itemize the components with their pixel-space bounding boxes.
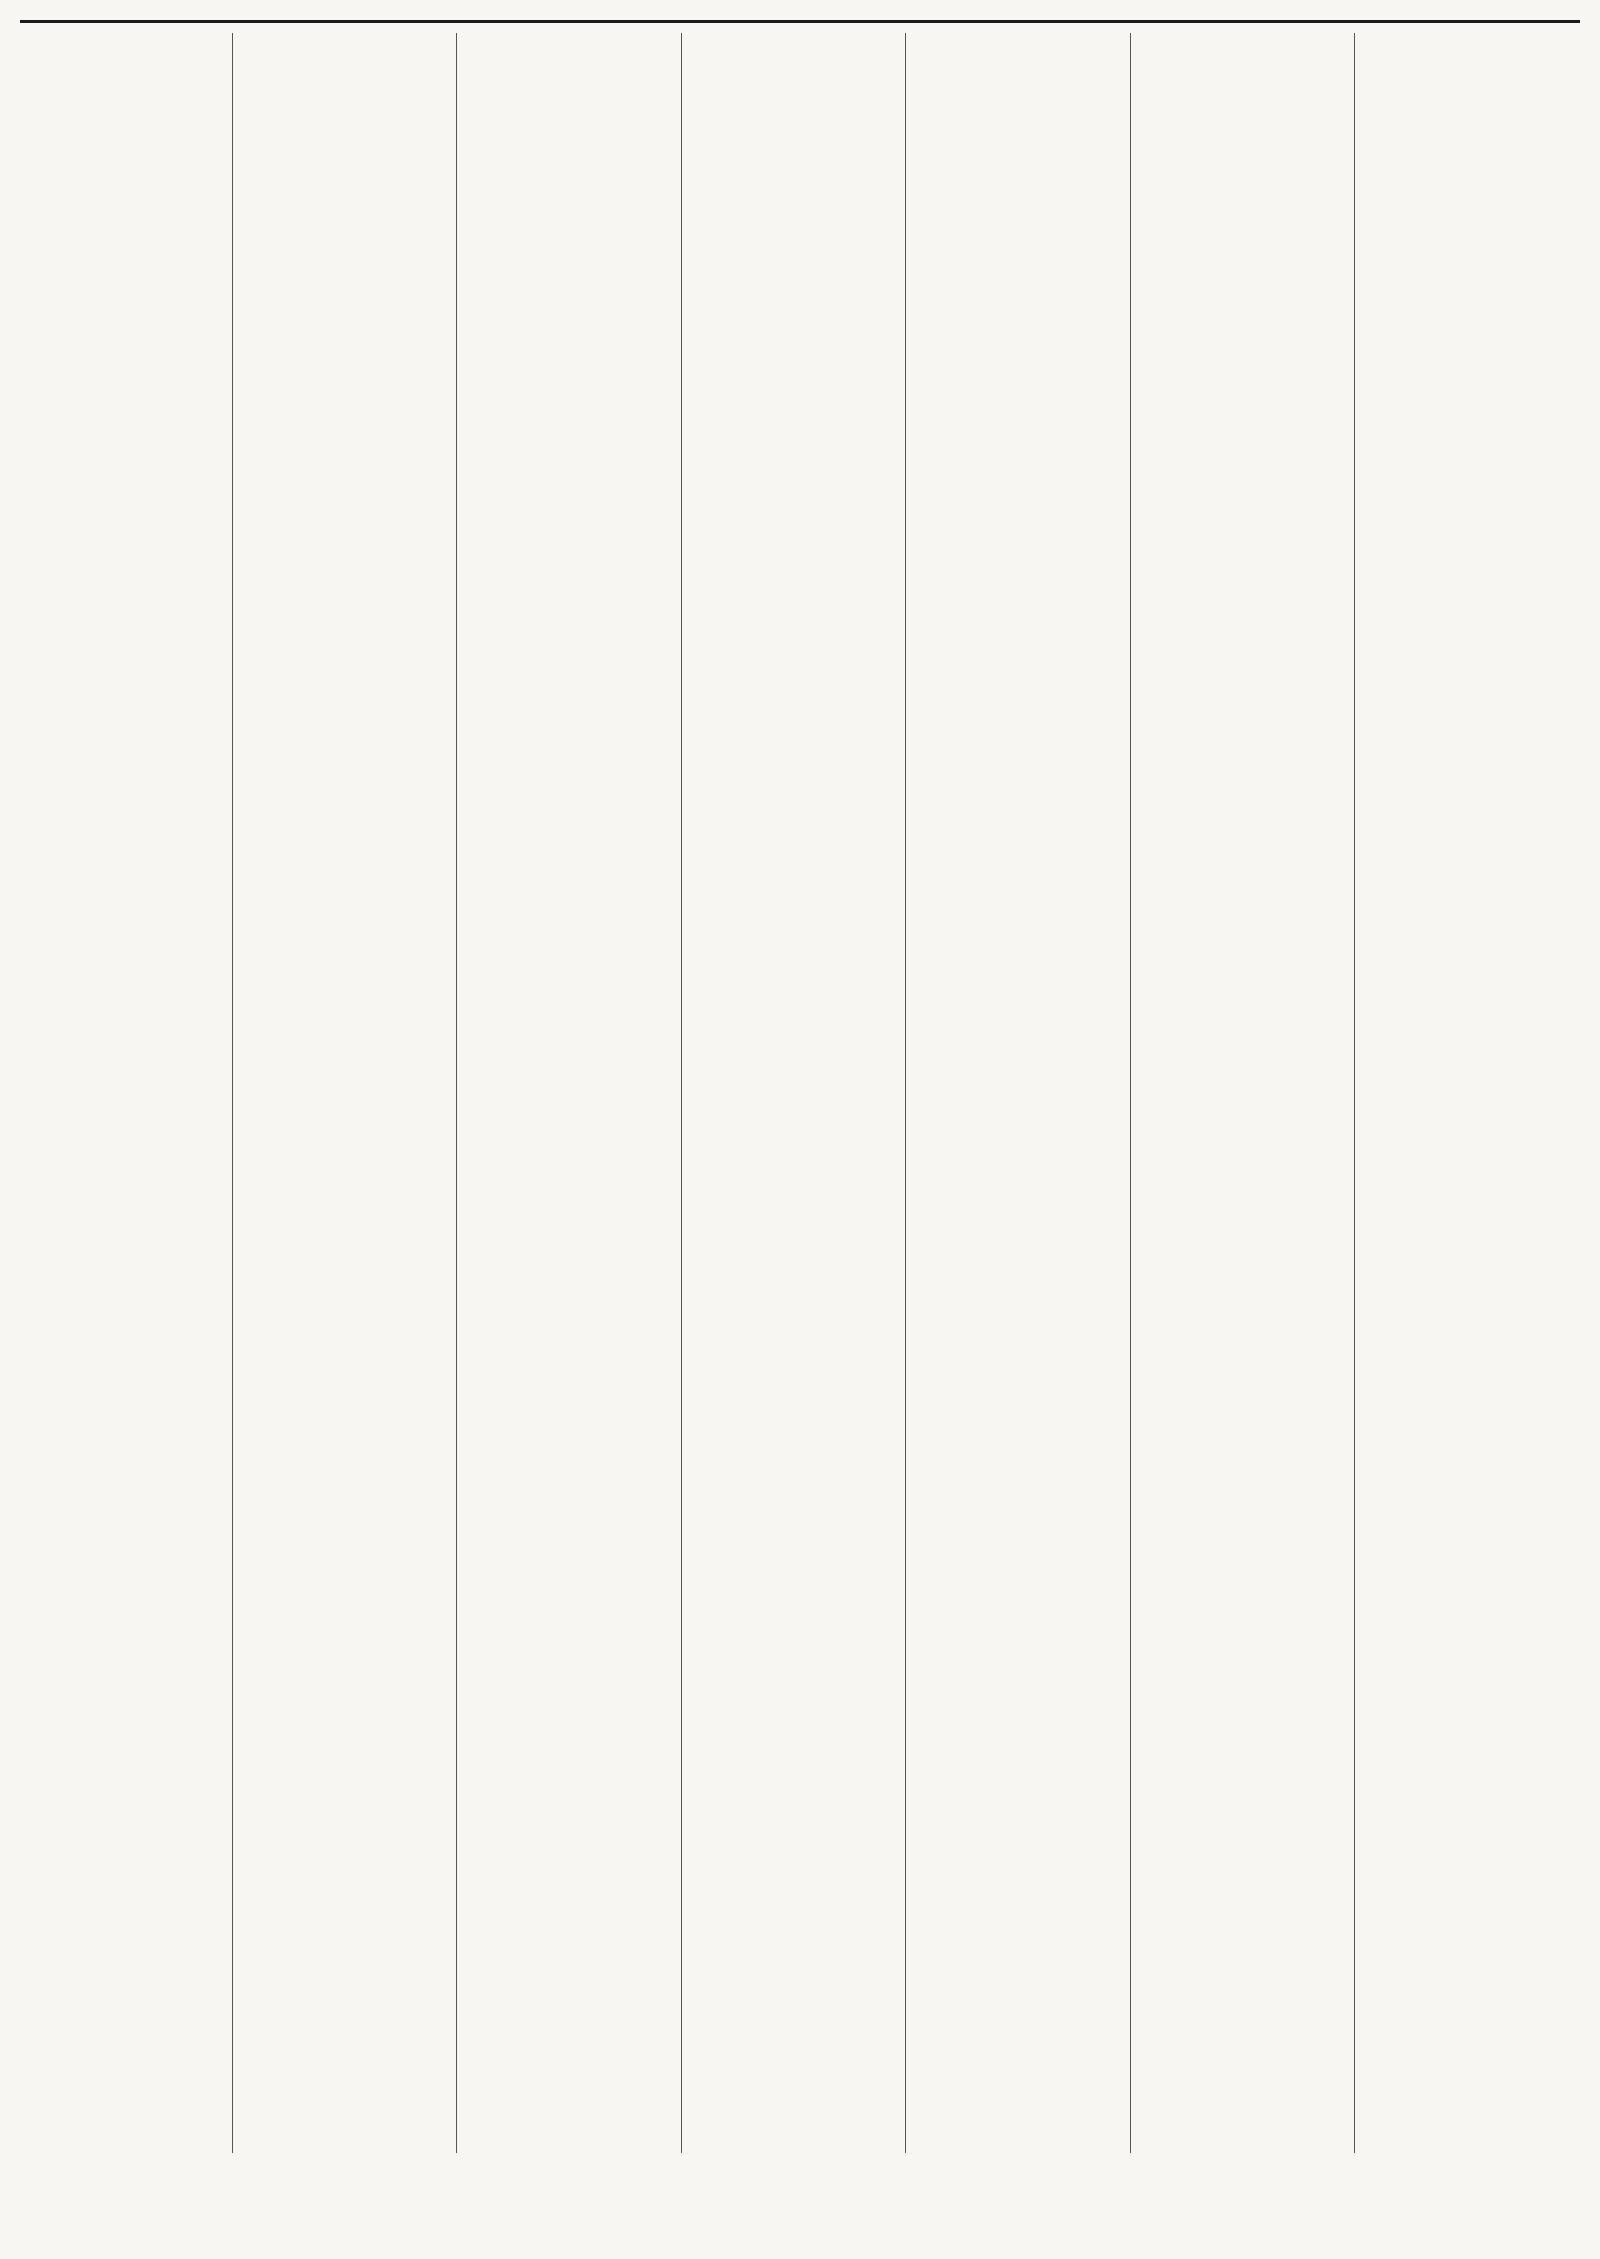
newspaper-page xyxy=(20,20,1580,2220)
masthead-rule xyxy=(20,20,1580,23)
column-2 xyxy=(245,33,458,2153)
column-1 xyxy=(20,33,233,2153)
column-6 xyxy=(1143,33,1356,2153)
column-4 xyxy=(694,33,907,2153)
column-grid xyxy=(20,33,1580,2153)
column-3 xyxy=(469,33,682,2153)
column-7 xyxy=(1367,33,1580,2153)
column-5 xyxy=(918,33,1131,2153)
